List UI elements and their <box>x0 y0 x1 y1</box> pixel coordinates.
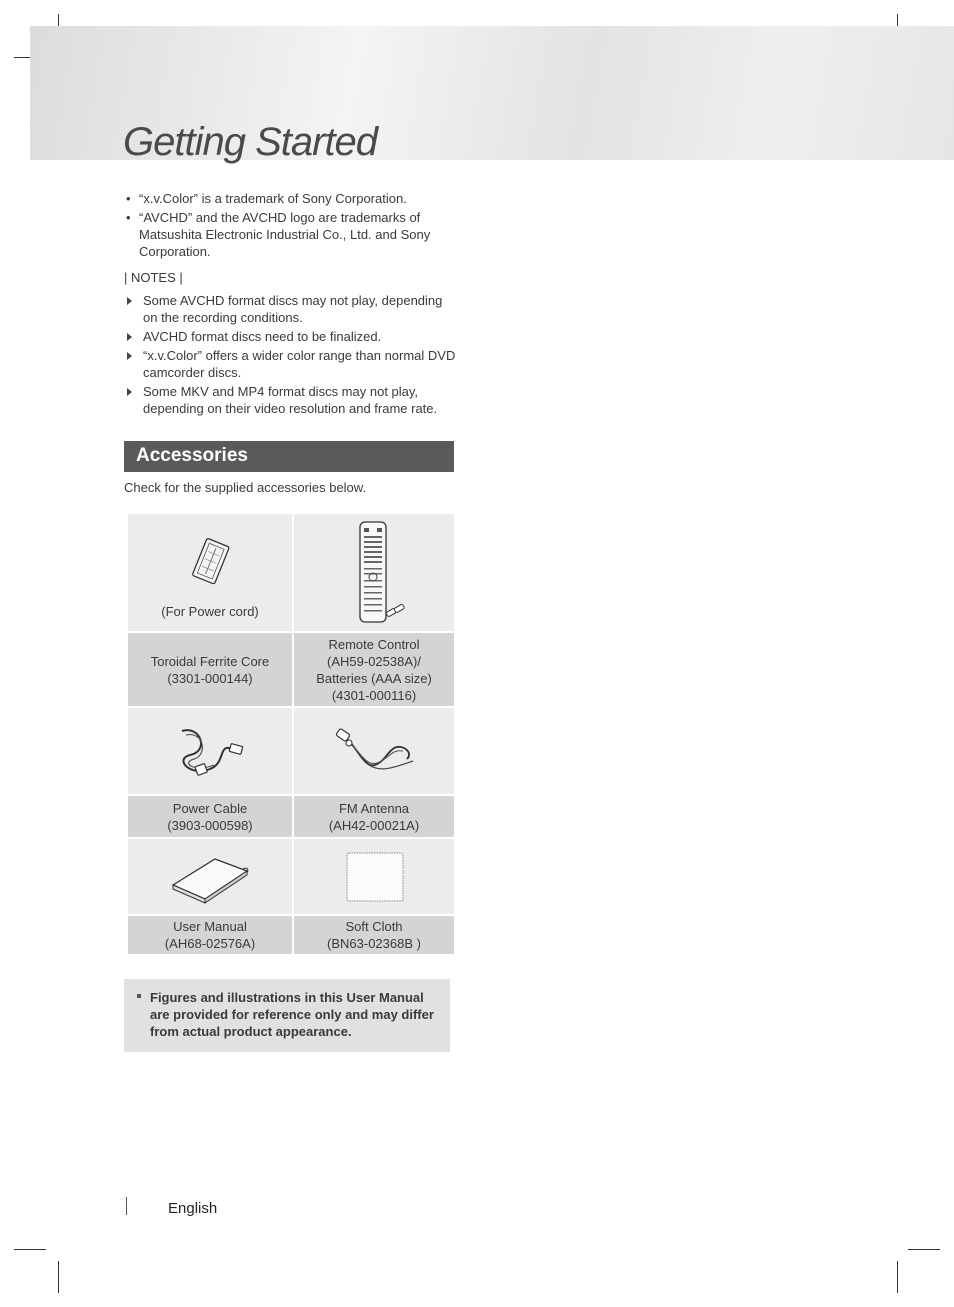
remote-control-cell <box>294 514 454 631</box>
crop-mark <box>14 1249 46 1250</box>
accessories-table <box>126 512 456 956</box>
footer-divider <box>126 1197 127 1215</box>
power-cable-icon <box>170 721 250 781</box>
list-item: “x.v.Color” offers a wider color range than normal DVD camcorder discs. <box>124 347 456 381</box>
soft-cloth-cell <box>294 839 454 914</box>
ferrite-core-label: Toroidal Ferrite Core (3301-000144) <box>128 633 292 706</box>
ferrite-core-cell <box>128 514 292 631</box>
page-title: Getting Started <box>123 120 378 164</box>
crop-mark <box>58 1261 59 1293</box>
disclaimer-note: Figures and illustrations in this User Manual are provided for reference only and may differ from actual product appearance. <box>124 979 450 1052</box>
crop-mark <box>908 1249 940 1250</box>
remote-control-icon <box>334 518 414 628</box>
ferrite-core-caption: (For Power cord) <box>161 604 259 619</box>
power-cable-cell <box>128 708 292 794</box>
square-bullet-icon <box>137 994 141 998</box>
footer-language: English <box>168 1200 218 1217</box>
soft-cloth-label: Soft Cloth (BN63-02368B ) <box>294 916 454 954</box>
list-item: Some MKV and MP4 format discs may not play, depending on their video resolution and frame rate. <box>124 383 456 417</box>
arrow-right-icon <box>127 388 132 396</box>
remote-control-label: Remote Control (AH59-02538A)/ Batteries (AAA size) (4301-000116) <box>294 633 454 706</box>
user-manual-icon <box>165 847 255 907</box>
content-column <box>124 190 456 419</box>
list-item: AVCHD format discs need to be finalized. <box>124 328 456 345</box>
fm-antenna-cell <box>294 708 454 794</box>
list-item: Some AVCHD format discs may not play, depending on the recording conditions. <box>124 292 456 326</box>
list-item: • “AVCHD” and the AVCHD logo are trademarks of Matsushita Electronic Industrial Co., Ltd. and Sony Corporation. <box>126 210 431 259</box>
arrow-right-icon <box>127 352 132 360</box>
power-cable-label: Power Cable (3903-000598) <box>128 796 292 837</box>
user-manual-cell <box>128 839 292 914</box>
fm-antenna-icon <box>329 721 419 781</box>
section-heading-accessories: Accessories <box>124 441 454 472</box>
arrow-right-icon <box>127 333 132 341</box>
fm-antenna-label: FM Antenna (AH42-00021A) <box>294 796 454 837</box>
crop-mark <box>897 1261 898 1293</box>
ferrite-core-icon <box>180 533 240 593</box>
notes-list <box>124 292 456 417</box>
section-intro: Check for the supplied accessories below. <box>124 480 367 495</box>
arrow-right-icon <box>127 297 132 305</box>
soft-cloth-icon <box>339 847 409 907</box>
user-manual-label: User Manual (AH68-02576A) <box>128 916 292 954</box>
list-item: • “x.v.Color” is a trademark of Sony Corporation. <box>126 191 407 206</box>
notes-label: | NOTES | <box>124 270 183 285</box>
trademark-list <box>124 190 456 260</box>
